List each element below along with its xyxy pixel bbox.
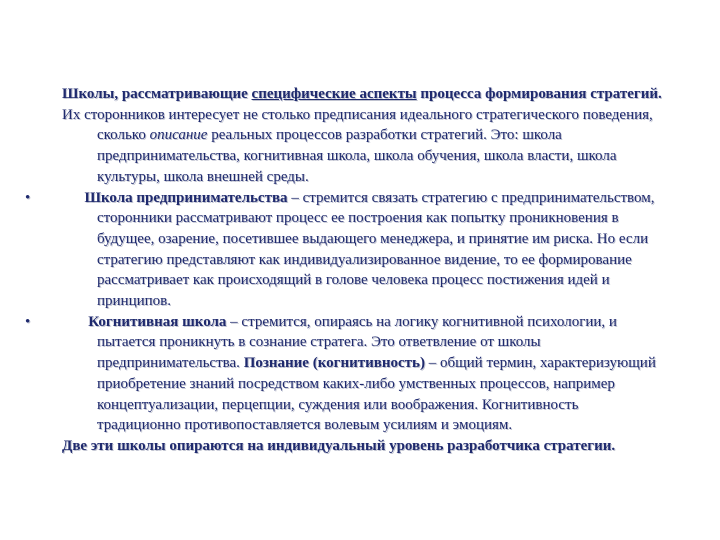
cognitive-text-2: – общий термин, характеризующий приобретение знаний посредством каких-либо умственных процессов, например концептуализации, перцепции, суждения или воображения. Когнитивность традиционно противопоставляется волевым усилиям и эмоциям. <box>97 355 656 434</box>
cognitive-text-1: – стремится, опираясь на логику когнитивной психологии, и пытается проникнуть в сознание стратега. Это ответвление от школы предпринимательства. <box>97 313 617 372</box>
bullet-entrepreneurship: • Школа предпринимательства – стремится связать стратегию с предпринимательством, сторонники рассматривают процесс ее построения как попытку проникновения в будущее, озарение, посетившее выдающего менеджера, и принятие им риска. Но если стратегию представляют как индивидуализированное видение, то ее формирование рассматривает как происходящий в голове человека процесс постижения идей и принципов. <box>25 189 655 310</box>
bullet-cognitive: • Когнитивная школа – стремится, опираясь на логику когнитивной психологии, и пытается проникнуть в сознание стратега. Это ответвление от школы предпринимательства. Познание (когнитивность) – общий термин, характеризующий приобретение знаний посредством каких-либо умственных процессов, например концептуализации, перцепции, суждения или воображения. Когнитивность традиционно противопоставляется волевым усилиям и эмоциям. <box>25 313 656 434</box>
slide-text-body <box>25 84 662 457</box>
intro-text-1: Их сторонников интересует не столько предписания идеального стратегического поведения, сколько <box>62 106 653 144</box>
entrepreneurship-title: Школа предпринимательства <box>84 189 288 206</box>
intro-text-2: реальных процессов разработки стратегий. Это: школа предпринимательства, когнитивная школа, школа обучения, школа власти, школа культуры, школа внешней среды. <box>97 127 617 185</box>
cognition-term: Познание (когнитивность) <box>243 355 425 372</box>
schools-heading <box>62 84 662 105</box>
heading-part-1: Школы, рассматривающие <box>62 86 252 102</box>
intro-emphasis: описание <box>149 127 208 144</box>
heading-part-2: процесса формирования стратегий. <box>416 86 662 102</box>
entrepreneurship-text: – стремится связать стратегию с предпринимательством, сторонники рассматривают процесс ее построения как попытку проникновения в будущее, озарение, посетившее выдающего менеджера, и принятие им риска. Но если стратегию представляют как индивидуализированное видение, то ее формирование рассматривает как происходящий в голове человека процесс постижения идей и принципов. <box>97 189 655 310</box>
cognitive-title: Когнитивная школа <box>88 313 227 330</box>
heading-underlined-aspects: специфические аспекты <box>251 86 417 102</box>
conclusion-text: Две эти школы опираются на индивидуальный уровень разработчика стратегии. <box>62 437 616 454</box>
conclusion-paragraph <box>62 436 662 457</box>
intro-paragraph <box>62 105 662 188</box>
